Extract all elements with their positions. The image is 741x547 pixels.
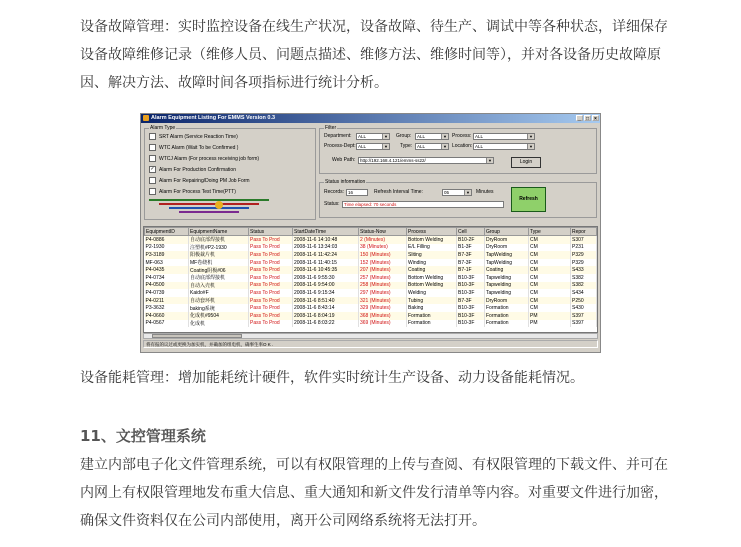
table-cell: Tubing: [407, 297, 457, 305]
table-cell: P4-0500: [145, 282, 189, 290]
table-cell: P4-0211: [145, 297, 189, 305]
table-cell: Formation: [407, 312, 457, 320]
table-cell: CM: [529, 297, 571, 305]
column-header[interactable]: Cell: [457, 228, 485, 236]
table-cell: baking系统: [189, 304, 249, 312]
paragraph-equipment-fault: 设备故障管理：实时监控设备在线生产状况，设备故障、待生产、调试中等各种状态，详细保存设备故障维修记录（维修人员、问题点描述、维修方法、维修时间等），并对各设备历史故障原因、解决方法、故障时间各项指标进行统计分析。: [80, 19, 668, 91]
table-cell: S433: [571, 266, 597, 274]
app-icon: [143, 115, 149, 121]
table-cell: 368 (Minutes): [359, 312, 407, 320]
interval-value: 05: [444, 190, 450, 195]
table-cell: 152 (Minutes): [359, 259, 407, 267]
group-select[interactable]: [415, 133, 449, 140]
column-header[interactable]: Group: [485, 228, 529, 236]
table-cell: 自动套环机: [189, 297, 249, 305]
section-heading: 11、文控管理系统: [80, 427, 206, 445]
table-cell: 2008-11-6 9:55:30: [293, 274, 359, 282]
status-information-title: Status information: [325, 179, 366, 185]
table-cell: S430: [571, 304, 597, 312]
column-header[interactable]: EquipmentName: [189, 228, 249, 236]
alarm-option-label: Alarm For Production Confirmation: [159, 166, 236, 173]
table-cell: 150 (Minutes): [359, 251, 407, 259]
table-cell: Coating阴极#06: [189, 266, 249, 274]
table-cell: Formation: [485, 312, 529, 320]
table-cell: Pass To Prod: [249, 236, 293, 244]
table-cell: P4-0567: [145, 320, 189, 328]
table-cell: Pass To Prod: [249, 274, 293, 282]
table-cell: 2008-11-6 9:54:00: [293, 282, 359, 290]
table-cell: Winding: [407, 259, 457, 267]
chevron-down-icon: ▼: [464, 190, 471, 195]
table-cell: 297 (Minutes): [359, 289, 407, 297]
table-cell: Bottom Welding: [407, 274, 457, 282]
location-label: Location:: [452, 143, 473, 149]
status-label: Status:: [324, 201, 340, 207]
table-row[interactable]: [145, 320, 597, 328]
table-cell: CM: [529, 282, 571, 290]
table-cell: 自动底部焊接机: [189, 274, 249, 282]
column-header[interactable]: Process: [407, 228, 457, 236]
table-cell: 2008-11-6 8:03:22: [293, 320, 359, 328]
table-row[interactable]: [145, 312, 597, 320]
table-cell: Coating: [407, 266, 457, 274]
table-cell: P4-0435: [145, 266, 189, 274]
table-cell: S382: [571, 282, 597, 290]
alarm-option-wtc[interactable]: [149, 144, 238, 152]
filter-title: Filter: [325, 125, 337, 131]
table-cell: B7-3F: [457, 297, 485, 305]
table-cell: Tapwelding: [485, 274, 529, 282]
table-cell: B10-3F: [457, 304, 485, 312]
table-cell: CM: [529, 236, 571, 244]
type-value: ALL: [417, 144, 426, 149]
records-label: Records:: [324, 189, 345, 195]
table-cell: MF-063: [145, 259, 189, 267]
group-label: Group:: [396, 133, 412, 139]
table-cell: 注塑机#P2-1930: [189, 244, 249, 252]
status-field: [342, 201, 504, 208]
equipment-table: [144, 227, 597, 327]
table-cell: 257 (Minutes): [359, 274, 407, 282]
table-row[interactable]: [145, 297, 597, 305]
table-cell: TapWelding: [485, 251, 529, 259]
close-button[interactable]: ×: [592, 115, 599, 121]
table-cell: 化成机: [189, 320, 249, 328]
table-header-row: [145, 228, 597, 236]
table-cell: P4-0886: [145, 236, 189, 244]
table-cell: Bottom Welding: [407, 282, 457, 290]
table-cell: P3-3189: [145, 251, 189, 259]
checkbox-srt[interactable]: [149, 133, 156, 140]
table-cell: DryRoom: [485, 297, 529, 305]
alarm-option-repairing[interactable]: [149, 177, 250, 185]
alarm-option-srt[interactable]: [149, 133, 238, 141]
table-cell: S397: [571, 320, 597, 328]
table-cell: B10-2F: [457, 236, 485, 244]
checkbox-wtc[interactable]: [149, 144, 156, 151]
table-cell: 38 (Minutes): [359, 244, 407, 252]
table-row[interactable]: [145, 251, 597, 259]
table-cell: CM: [529, 244, 571, 252]
alarm-type-group: [144, 125, 316, 220]
table-cell: B10-3F: [457, 274, 485, 282]
paragraph-energy: 设备能耗管理：增加能耗统计硬件，软件实时统计生产设备、动力设备能耗情况。: [80, 370, 584, 386]
table-cell: 阳极裁片机: [189, 251, 249, 259]
alarm-type-title: Alarm Type: [150, 125, 176, 131]
minimize-button[interactable]: _: [576, 115, 583, 121]
chevron-down-icon: ▼: [441, 134, 448, 139]
interval-select[interactable]: [442, 189, 472, 196]
table-cell: DryRoom: [485, 244, 529, 252]
scrollbar-thumb[interactable]: [152, 334, 242, 338]
process-dept-select[interactable]: [356, 143, 390, 150]
chevron-down-icon: ▼: [527, 144, 534, 149]
window-title: Alarm Equipment Listing For EMMS Version 0.3: [151, 115, 276, 121]
table-cell: Pass To Prod: [249, 251, 293, 259]
table-cell: 2008-11-6 8:51:40: [293, 297, 359, 305]
table-cell: Kaido#F: [189, 289, 249, 297]
table-row[interactable]: [145, 274, 597, 282]
table-cell: 207 (Minutes): [359, 266, 407, 274]
process-label: Process:: [452, 133, 472, 139]
table-cell: Pass To Prod: [249, 282, 293, 290]
records-field: [346, 189, 368, 196]
table-cell: P2-1930: [145, 244, 189, 252]
table-cell: PM: [529, 312, 571, 320]
table-cell: Bottom Welding: [407, 236, 457, 244]
table-row[interactable]: [145, 304, 597, 312]
table-cell: B10-3F: [457, 320, 485, 328]
table-cell: CM: [529, 266, 571, 274]
column-header[interactable]: Repor: [571, 228, 597, 236]
alarm-equipment-window: [140, 113, 601, 353]
table-cell: Pass To Prod: [249, 244, 293, 252]
checkbox-production-checked[interactable]: ✓: [150, 166, 155, 172]
webpath-select[interactable]: [358, 157, 494, 164]
table-cell: 2008-11-6 9:15:34: [293, 289, 359, 297]
table-row[interactable]: [145, 282, 597, 290]
decorative-stripes: [149, 197, 269, 215]
table-cell: Baking: [407, 304, 457, 312]
alarm-option-label: Alarm For Process Test Time(PTT): [159, 188, 236, 195]
column-header[interactable]: StartDateTime: [293, 228, 359, 236]
table-cell: CM: [529, 259, 571, 267]
paragraph-document-control: 建立内部电子化文件管理系统，可以有权限管理的上传与查阅、有权限管理的下载文件、并可在内网上有权限管理地发布重大信息、重大通知和新文件发行清单等内容。对重要文件进行加密，确保文件资料仅在公司内部使用，离开公司网络系统将无法打开。: [80, 457, 668, 529]
window-titlebar: [141, 114, 600, 123]
table-cell: Tapwelding: [485, 289, 529, 297]
records-value: 16: [348, 190, 354, 195]
table-cell: CM: [529, 274, 571, 282]
table-cell: B7-3F: [457, 259, 485, 267]
status-bar: 将有报的议过或更换为加实机，并确加的组电机，确事生率O K .: [143, 340, 598, 348]
table-cell: E/L Filling: [407, 244, 457, 252]
table-cell: 自动底部焊接机: [189, 236, 249, 244]
alarm-option-production[interactable]: [149, 166, 236, 174]
table-cell: S382: [571, 274, 597, 282]
table-cell: Formation: [485, 320, 529, 328]
table-cell: PM: [529, 320, 571, 328]
checkbox-wtcj[interactable]: [149, 155, 156, 162]
alarm-option-label: Alarm For Repairing/Doing PM Job Form: [159, 177, 250, 184]
table-cell: 2008-11-6 8:04:19: [293, 312, 359, 320]
table-cell: P4-0739: [145, 289, 189, 297]
table-cell: P4-0660: [145, 312, 189, 320]
webpath-label: Web Path:: [332, 157, 356, 163]
table-cell: 2008-11-6 14:10:48: [293, 236, 359, 244]
table-cell: B1-3F: [457, 244, 485, 252]
table-row[interactable]: [145, 289, 597, 297]
table-cell: B10-3F: [457, 289, 485, 297]
chevron-down-icon: ▼: [486, 158, 493, 163]
table-cell: P329: [571, 259, 597, 267]
webpath-value: http://192.168.4.121/emms-ss22/: [360, 158, 426, 163]
table-cell: S307: [571, 236, 597, 244]
table-cell: 2008-11-6 13:34:03: [293, 244, 359, 252]
filter-group: [319, 125, 597, 174]
table-cell: Pass To Prod: [249, 304, 293, 312]
process-dept-value: ALL: [358, 144, 367, 149]
table-cell: P250: [571, 297, 597, 305]
chevron-down-icon: ▼: [527, 134, 534, 139]
chevron-down-icon: ▼: [382, 144, 389, 149]
column-header[interactable]: Status-Now: [359, 228, 407, 236]
checkbox-ptt[interactable]: [149, 188, 156, 195]
table-cell: Tapwelding: [485, 282, 529, 290]
process-select[interactable]: [473, 133, 535, 140]
table-cell: Formation: [407, 320, 457, 328]
table-cell: Welding: [407, 289, 457, 297]
table-row[interactable]: [145, 266, 597, 274]
department-label: Department:: [324, 133, 352, 139]
location-value: ALL: [475, 144, 484, 149]
alarm-option-wtcj[interactable]: [149, 155, 259, 163]
table-row[interactable]: [145, 244, 597, 252]
alarm-option-label: WTCJ Alarm (For process receiving job form): [159, 155, 260, 162]
table-cell: Pass To Prod: [249, 266, 293, 274]
alarm-option-label: SRT Alarm (Service Reaction Time): [159, 133, 238, 140]
maximize-button[interactable]: □: [585, 116, 590, 122]
checkbox-repairing[interactable]: [149, 177, 156, 184]
column-header[interactable]: Status: [249, 228, 293, 236]
chevron-down-icon: ▼: [441, 144, 448, 149]
table-cell: CM: [529, 251, 571, 259]
table-cell: Pass To Prod: [249, 297, 293, 305]
table-cell: TapWelding: [485, 259, 529, 267]
chevron-down-icon: ▼: [382, 134, 389, 139]
table-cell: Pass To Prod: [249, 320, 293, 328]
table-cell: DryRoom: [485, 236, 529, 244]
process-value: ALL: [475, 134, 484, 139]
table-cell: 自动入壳机: [189, 282, 249, 290]
table-cell: Formation: [485, 304, 529, 312]
table-cell: S434: [571, 289, 597, 297]
process-dept-label: Process-Dept:: [324, 143, 356, 149]
table-cell: CM: [529, 304, 571, 312]
table-cell: Sliting: [407, 251, 457, 259]
table-cell: 258 (Minutes): [359, 282, 407, 290]
table-cell: Coating: [485, 266, 529, 274]
type-select[interactable]: [415, 143, 449, 150]
alarm-option-ptt[interactable]: [149, 188, 236, 196]
table-cell: 329 (Minutes): [359, 304, 407, 312]
table-cell: 369 (Minutes): [359, 320, 407, 328]
column-header[interactable]: Type: [529, 228, 571, 236]
table-cell: Pass To Prod: [249, 259, 293, 267]
group-value: ALL: [417, 134, 426, 139]
table-cell: 化成机#9504: [189, 312, 249, 320]
location-select[interactable]: [473, 143, 535, 150]
table-cell: S397: [571, 312, 597, 320]
table-cell: 2008-11-6 11:40:15: [293, 259, 359, 267]
table-cell: P231: [571, 244, 597, 252]
status-information-group: [319, 179, 597, 218]
equipment-grid: [143, 226, 598, 333]
table-cell: P329: [571, 251, 597, 259]
column-header[interactable]: EquipmentID: [145, 228, 189, 236]
type-label: Type:: [400, 143, 413, 149]
table-cell: 2008-11-6 11:42:24: [293, 251, 359, 259]
table-cell: CM: [529, 289, 571, 297]
login-button[interactable]: Login: [511, 157, 541, 168]
alarm-option-label: WTC Alarm (Wait To be Confirmed ): [159, 144, 239, 151]
table-cell: B7-3F: [457, 251, 485, 259]
horizontal-scrollbar[interactable]: [143, 333, 598, 339]
table-cell: P3-3632: [145, 304, 189, 312]
interval-label: Refresh Interval Time:: [374, 189, 423, 195]
table-cell: B10-3F: [457, 312, 485, 320]
minutes-label: Minutes: [476, 189, 494, 195]
status-value: Time elapsed: 70 seconds: [344, 202, 397, 207]
table-row[interactable]: [145, 259, 597, 267]
table-cell: MF卷绕机: [189, 259, 249, 267]
table-cell: 2008-11-6 8:43:14: [293, 304, 359, 312]
refresh-button[interactable]: Refresh: [511, 187, 546, 212]
table-cell: 2008-11-6 10:45:35: [293, 266, 359, 274]
table-cell: 2 (Minutes): [359, 236, 407, 244]
department-value: ALL: [358, 134, 367, 139]
department-select[interactable]: [356, 133, 390, 140]
table-cell: B10-3F: [457, 282, 485, 290]
table-cell: 321 (Minutes): [359, 297, 407, 305]
table-cell: B7-1F: [457, 266, 485, 274]
table-cell: Pass To Prod: [249, 312, 293, 320]
table-cell: P4-0734: [145, 274, 189, 282]
table-cell: Pass To Prod: [249, 289, 293, 297]
table-row[interactable]: [145, 236, 597, 244]
